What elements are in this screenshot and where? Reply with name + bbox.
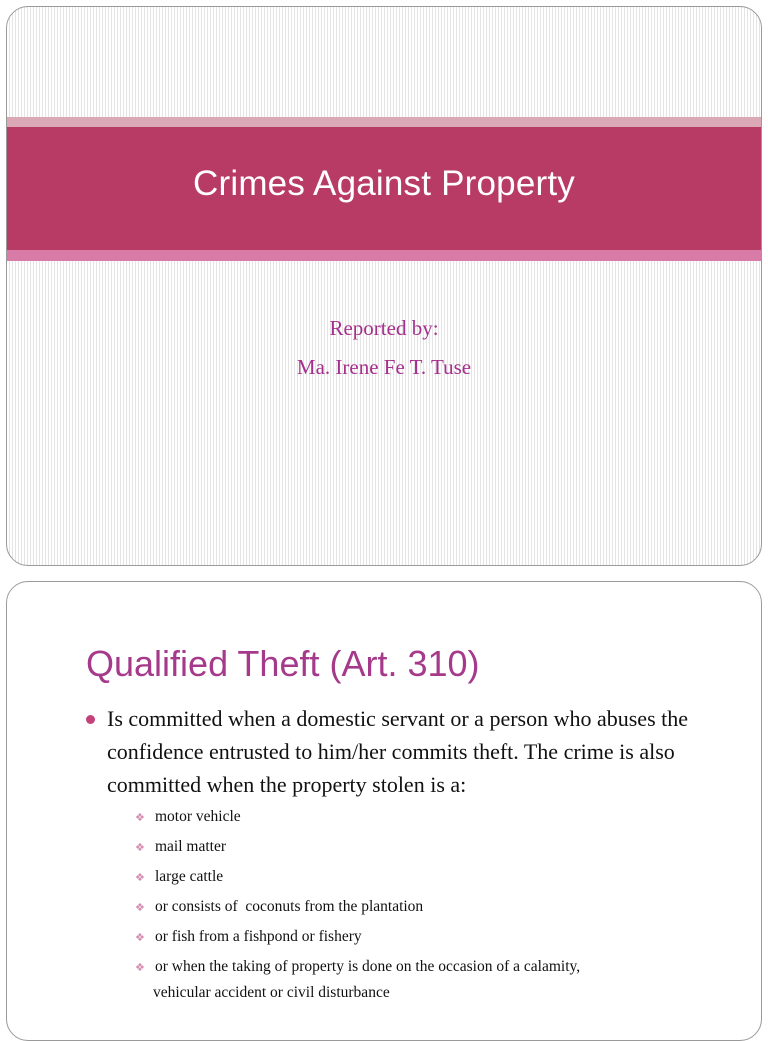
diamond-bullet-icon: ❖ xyxy=(135,841,145,854)
diamond-bullet-icon: ❖ xyxy=(135,811,145,824)
slide-title: Crimes Against Property xyxy=(193,163,575,203)
sub-list-item xyxy=(135,868,223,886)
sub-list-item-label: or fish from a fishpond or fishery xyxy=(155,928,362,945)
diamond-bullet-icon: ❖ xyxy=(135,931,145,944)
reported-by-label: Reported by: xyxy=(329,316,439,340)
diamond-bullet-icon: ❖ xyxy=(135,901,145,914)
sub-list-item xyxy=(135,958,580,976)
title-band xyxy=(7,127,761,250)
sub-list-item-label: or consists of coconuts from the plantation xyxy=(155,898,424,915)
sub-list-item-label: motor vehicle xyxy=(155,808,241,825)
title-band-top-accent xyxy=(7,117,761,127)
sub-list-item-label: mail matter xyxy=(155,838,227,855)
slide-heading: Qualified Theft (Art. 310) xyxy=(86,643,480,684)
diamond-bullet-icon: ❖ xyxy=(135,961,145,974)
title-slide xyxy=(6,6,762,566)
sub-list-item xyxy=(135,808,241,826)
bullet-text: Is committed when a domestic servant or a person who abuses the confidence entrusted to him/her commits theft. The crime is also committed when the property stolen is a: xyxy=(107,706,689,797)
sub-list-item-label: large cattle xyxy=(155,868,224,885)
bullet-dot-icon xyxy=(86,715,95,724)
sub-list-item xyxy=(135,898,423,916)
content-slide xyxy=(6,581,762,1041)
diamond-bullet-icon: ❖ xyxy=(135,871,145,884)
sub-list-item xyxy=(135,838,226,856)
sub-list-item xyxy=(135,928,362,946)
reporter-name: Ma. Irene Fe T. Tuse xyxy=(296,355,472,379)
sub-list-item-continuation: vehicular accident or civil disturbance xyxy=(153,984,390,1001)
title-band-bottom-accent xyxy=(7,250,761,261)
sub-list-item-label: or when the taking of property is done on the occasion of a calamity, xyxy=(155,958,581,975)
